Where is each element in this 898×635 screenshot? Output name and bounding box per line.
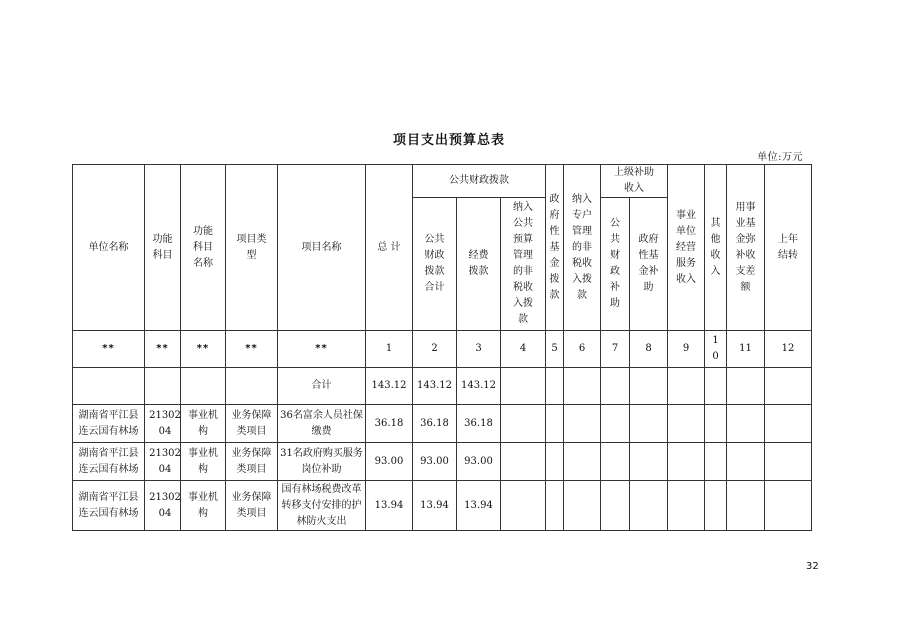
header-upper-public: 公共财政补助 [601,198,630,331]
total-public: 143.12 [413,368,457,405]
header-other-income: 其他收入 [705,165,727,331]
cell-empty [564,481,601,531]
row-funding: 36.18 [457,405,501,443]
index-cell: 12 [765,331,812,368]
cell-empty [668,481,705,531]
cell-empty [226,368,278,405]
cell-empty [630,368,668,405]
cell-empty [727,481,765,531]
cell-empty [765,405,812,443]
total-row [73,368,812,405]
header-gov-fund: 政府性基金拨款 [546,165,564,331]
row-public: 93.00 [413,443,457,481]
row-total: 36.18 [366,405,413,443]
header-nontax-budget: 纳入公共预算管理的非税收入拨款 [501,198,546,331]
cell-empty [546,443,564,481]
row-total: 13.94 [366,481,413,531]
index-cell: 4 [501,331,546,368]
row-name: 31名政府购买服务岗位补助 [278,443,366,481]
table-row [73,405,812,443]
row-code: 2130204 [145,405,181,443]
index-cell: 10 [705,331,727,368]
index-cell: 8 [630,331,668,368]
row-funding: 93.00 [457,443,501,481]
cell-empty [727,368,765,405]
cell-empty [668,443,705,481]
cell-empty [564,405,601,443]
cell-empty [727,443,765,481]
header-upper-gov: 政府性基金补助 [630,198,668,331]
total-funding: 143.12 [457,368,501,405]
cell-empty [601,405,630,443]
row-public: 13.94 [413,481,457,531]
cell-empty [630,481,668,531]
total-label: 合计 [278,368,366,405]
cell-empty [705,443,727,481]
index-cell: 9 [668,331,705,368]
table-row [73,443,812,481]
row-unit: 湖南省平江县连云国有林场 [73,443,145,481]
row-total: 93.00 [366,443,413,481]
header-total: 总 计 [366,165,413,331]
cell-empty [765,443,812,481]
header-last-year: 上年结转 [765,165,812,331]
cell-empty [564,368,601,405]
cell-empty [668,368,705,405]
cell-empty [73,368,145,405]
row-code: 2130204 [145,443,181,481]
cell-empty [601,481,630,531]
budget-table [72,164,812,531]
header-nontax-special: 纳入专户管理的非税收入拨款 [564,165,601,331]
index-cell: 3 [457,331,501,368]
row-funding: 13.94 [457,481,501,531]
index-cell: 11 [727,331,765,368]
table-row [73,481,812,531]
header-row-1 [73,165,812,198]
row-unit: 湖南省平江县连云国有林场 [73,481,145,531]
header-public-total: 公共财政拨款合计 [413,198,457,331]
row-name: 国有林场税费改革转移支付安排的护林防火支出 [278,481,366,531]
header-func-code: 功能科目 [145,165,181,331]
row-type: 业务保障类项目 [226,443,278,481]
header-unit-name: 单位名称 [73,165,145,331]
cell-empty [727,405,765,443]
cell-empty [501,443,546,481]
header-funding: 经费拨款 [457,198,501,331]
header-upper-group: 上级补助收入 [601,165,668,198]
cell-empty [501,405,546,443]
row-unit: 湖南省平江县连云国有林场 [73,405,145,443]
cell-empty [501,481,546,531]
header-func-name: 功能科目名称 [181,165,226,331]
cell-empty [765,368,812,405]
cell-empty [546,481,564,531]
page-title: 项目支出预算总表 [392,133,505,148]
cell-empty [145,368,181,405]
cell-empty [705,481,727,531]
header-proj-type: 项目类型 [226,165,278,331]
cell-empty [564,443,601,481]
cell-empty [546,368,564,405]
page-number: 32 [806,561,819,572]
header-biz-fund: 用事业基金弥补收支差额 [727,165,765,331]
row-code: 2130204 [145,481,181,531]
cell-empty [765,481,812,531]
row-func: 事业机构 [181,481,226,531]
index-cell: 2 [413,331,457,368]
header-proj-name: 项目名称 [278,165,366,331]
cell-empty [181,368,226,405]
index-cell: 7 [601,331,630,368]
row-name: 36名富余人员社保缴费 [278,405,366,443]
cell-empty [705,368,727,405]
index-cell: ** [226,331,278,368]
cell-empty [546,405,564,443]
header-biz-income: 事业单位经营服务收入 [668,165,705,331]
index-cell: 1 [366,331,413,368]
cell-empty [668,405,705,443]
row-func: 事业机构 [181,405,226,443]
cell-empty [601,368,630,405]
index-cell: ** [181,331,226,368]
total-total: 143.12 [366,368,413,405]
index-cell: ** [278,331,366,368]
cell-empty [501,368,546,405]
row-type: 业务保障类项目 [226,481,278,531]
row-public: 36.18 [413,405,457,443]
row-type: 业务保障类项目 [226,405,278,443]
index-cell: ** [73,331,145,368]
index-cell: 6 [564,331,601,368]
index-cell: ** [145,331,181,368]
unit-label: 单位:万元 [757,152,803,163]
cell-empty [601,443,630,481]
cell-empty [630,405,668,443]
index-cell: 5 [546,331,564,368]
row-func: 事业机构 [181,443,226,481]
index-row [73,331,812,368]
cell-empty [705,405,727,443]
header-public-group: 公共财政拨款 [413,165,546,198]
cell-empty [630,443,668,481]
